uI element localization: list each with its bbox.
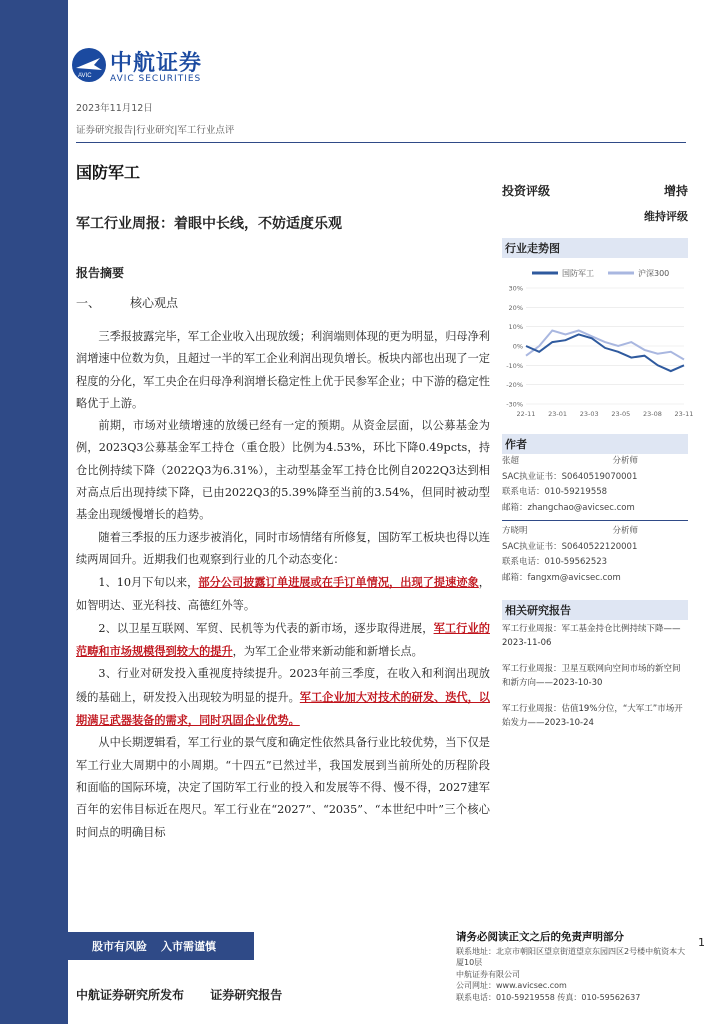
- x-tick-label: 23-08: [642, 410, 662, 418]
- related-title: 相关研究报告: [502, 600, 688, 620]
- paragraph: 2、以卫星互联网、军贸、民机等为代表的新市场，逐步取得进展，军工行业的范畴和市场规模得到较大的提升，为军工企业带来新动能和新增长点。: [76, 620, 490, 659]
- paragraph: 随着三季报的压力逐步被消化，同时市场情绪有所修复，国防军工板块也得以连续两周回升。近期我们也观察到行业的几个动态变化：: [76, 530, 490, 566]
- brand-name-en: AVIC SECURITIES: [110, 74, 202, 84]
- sector-title: 国防军工: [76, 163, 141, 182]
- paragraph: 3、行业对研发投入重视度持续提升。2023年前三季度，在收入和利润出现放缓的基础上，研发投入出现较为明显的提升。军工企业加大对技术的研发、迭代，以期满足武器装备的需求，同时巩固企业优势。: [76, 667, 490, 728]
- author-divider: [502, 520, 688, 521]
- paragraph: 1、10月下旬以来，部分公司披露订单进展或在手订单情况，出现了提速迹象，如智明达、亚光科技、高德红外等。: [76, 575, 490, 612]
- x-tick-label: 23-03: [579, 410, 599, 418]
- disclaimer-line: 联系地址：北京市朝阳区望京街道望京东园四区2号楼中航资本大厦10层: [456, 946, 686, 967]
- author-role: 分析师: [612, 456, 638, 466]
- summary-heading: 报告摘要: [76, 266, 125, 280]
- trend-chart: [502, 262, 694, 422]
- y-tick-label: -10%: [506, 361, 523, 370]
- related-list: [502, 622, 688, 742]
- author-email[interactable]: 邮箱：zhangchao@avicsec.com: [502, 502, 635, 513]
- x-tick-label: 23-01: [548, 410, 568, 418]
- svg-text:AVIC: AVIC: [78, 73, 92, 79]
- related-item[interactable]: 军工行业周报：估值19%分位，“大军工”市场开始发力——2023-10-24: [502, 704, 683, 728]
- footer-type: 证券研究报告: [210, 988, 283, 1002]
- highlight: 军工企业加大对技术的研发、迭代，以期满足武器装备的需求，同时巩固企业优势。: [76, 689, 490, 728]
- caution-text: 入市需谨慎: [161, 940, 216, 953]
- page-number: 1: [698, 936, 705, 949]
- related-item[interactable]: 军工行业周报：军工基金持仓比例持续下降——2023-11-06: [502, 624, 681, 648]
- authors-title: 作者: [502, 434, 688, 454]
- legend-series2: 沪深300: [638, 269, 670, 278]
- y-tick-label: 20%: [508, 303, 523, 312]
- risk-banner: [68, 932, 254, 960]
- author-name: 张超: [502, 456, 520, 466]
- plane-logo-icon: [70, 46, 108, 84]
- header-divider: [76, 142, 686, 143]
- trend-chart-svg: [502, 262, 694, 422]
- legend-series1: 国防军工: [562, 269, 594, 278]
- left-color-bar: [0, 0, 68, 1024]
- author-sac: SAC执业证书：S0640519070001: [502, 471, 638, 482]
- paragraph: 前期，市场对业绩增速的放缓已经有一定的预期。从资金层面，以公募基金为例，2023Q3公募基金军工持仓（重仓股）比例为4.53%，环比下降0.49pcts，持仓比例持续下降（2022Q3为6.31%），主动型基金军工持仓比例自2022Q3达到相对高点后出现持续下降，已由2022Q3的5.39%降至当前的3.54%，但同时被动型基金出现缓慢增长的趋势。: [76, 419, 490, 522]
- author-sac: SAC执业证书：S0640522120001: [502, 541, 638, 552]
- y-tick-label: 30%: [508, 284, 523, 293]
- disclaimer-line: 中航证券有限公司: [456, 969, 520, 979]
- disclaimer-line: 公司网址：www.avicsec.com: [456, 981, 567, 990]
- company-logo: [70, 46, 240, 86]
- x-tick-label: 23-05: [611, 410, 631, 418]
- section-label: 核心观点: [130, 296, 179, 310]
- y-tick-label: -20%: [506, 381, 523, 390]
- y-tick-label: 0%: [512, 342, 523, 351]
- highlight: 部分公司披露订单进展或在手订单情况，出现了提速迹象: [198, 575, 479, 590]
- footer-publisher: 中航证券研究所发布: [76, 988, 185, 1002]
- rating-value: 增持: [663, 184, 688, 198]
- author-block: [502, 454, 688, 516]
- report-title: 军工行业周报：着眼中长线，不妨适度乐观: [76, 216, 342, 232]
- body-text: [76, 326, 490, 844]
- brand-name: 中航证券: [110, 51, 203, 76]
- related-item[interactable]: 军工行业周报：卫星互联网向空间市场的新空间和新方向——2023-10-30: [502, 664, 681, 688]
- disclaimer-line: 联系电话：010-59219558 传真：010-59562637: [456, 992, 641, 1002]
- disclaimer-block: [456, 932, 686, 1003]
- y-tick-label: -30%: [506, 400, 523, 409]
- y-tick-label: 10%: [508, 323, 523, 332]
- author-name: 方晓明: [502, 526, 528, 536]
- rating-label: 投资评级: [502, 184, 551, 198]
- section-heading: [76, 294, 178, 311]
- highlight: 军工行业的范畴和市场规模得到较大的提升: [76, 620, 490, 659]
- report-date: 2023年11月12日: [76, 103, 153, 114]
- paragraph: 三季报披露完毕，军工企业收入出现放缓；利润端则体现的更为明显，归母净利润增速中位数为负，且超过一半的军工企业利润出现负增长。板块内部也出现了一定程度的分化，军工央企在归母净利润增长稳定性上优于民参军企业；中下游的稳定性略优于上游。: [76, 330, 490, 410]
- author-block: [502, 524, 688, 586]
- author-phone: 联系电话：010-59219558: [502, 487, 608, 497]
- x-tick-label: 22-11: [516, 410, 536, 418]
- trend-chart-title: 行业走势图: [502, 238, 688, 258]
- paragraph: 从中长期逻辑看，军工行业的景气度和确定性依然具备行业比较优势，当下仅是军工行业大周期中的小周期。“十四五”已然过半，我国发展到当前所处的历程阶段和面临的国际环境，决定了国防军工行业的投入和发展等不得、慢不得，2027建军百年的宏伟目标近在咫尺。军工行业在“2027”、“2035”、“本世纪中叶”三个核心时间点的明确目标: [76, 736, 490, 839]
- footer: [76, 986, 304, 1003]
- author-phone: 联系电话：010-59562523: [502, 557, 608, 567]
- risk-text: 股市有风险: [92, 940, 147, 953]
- rating-maintain: 维持评级: [644, 210, 688, 223]
- author-email[interactable]: 邮箱：fangxm@avicsec.com: [502, 572, 621, 583]
- author-role: 分析师: [612, 526, 638, 536]
- report-category: 证券研究报告|行业研究|军工行业点评: [76, 125, 235, 136]
- disclaimer-title: 请务必阅读正文之后的免责声明部分: [456, 931, 624, 943]
- section-number: 一、: [76, 296, 101, 310]
- x-tick-label: 23-11: [674, 410, 694, 418]
